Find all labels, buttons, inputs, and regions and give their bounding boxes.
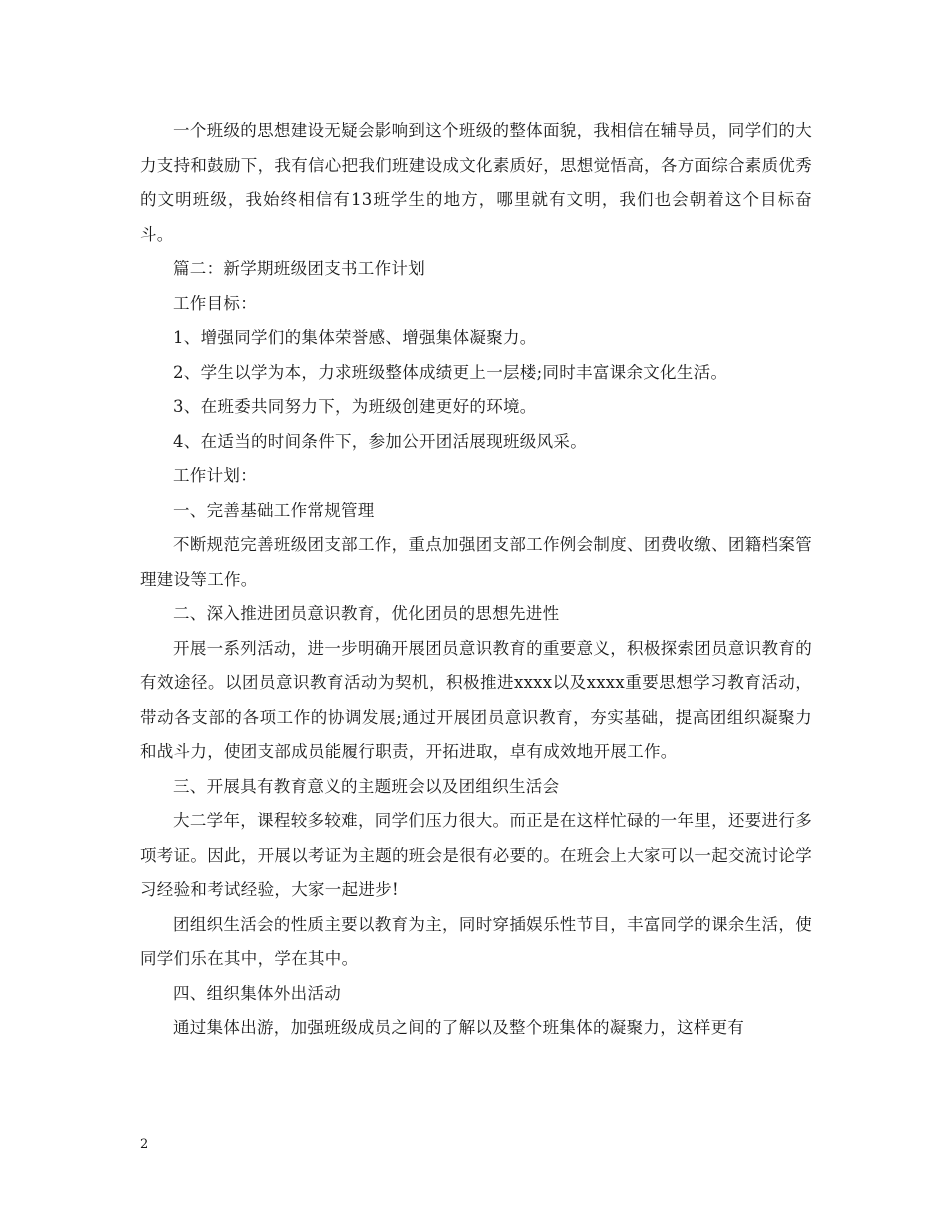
- document-body: [140, 114, 812, 1046]
- section-body-3b: 团组织生活会的性质主要以教育为主，同时穿插娱乐性节目，丰富同学的课余生活，使同学们乐在其中，学在其中。: [140, 914, 812, 968]
- goal-item-4: 4、在适当的时间条件下，参加公开团活展现班级风采。: [173, 431, 587, 451]
- section-heading-2: 二、深入推进团员意识教育，优化团员的思想先进性: [173, 604, 560, 623]
- goal-item-2: 2、学生以学为本，力求班级整体成绩更上一层楼;同时丰富课余文化生活。: [173, 362, 728, 382]
- section-body-2: 开展一系列活动，进一步明确开展团员意识教育的重要意义，积极探索团员意识教育的有效途径。以团员意识教育活动为契机，积极推进xxxx以及xxxx重要思想学习教育活动，带动各支部的各项工作的协调发展;通过开展团员意识教育，夯实基础，提高团组织凝聚力和战斗力，使团支部成员能履行职责，开拓进取，卓有成效地开展工作。: [140, 638, 812, 761]
- heading-work-plan: 工作计划：: [173, 466, 257, 485]
- heading-work-goals: 工作目标：: [173, 293, 257, 313]
- heading-part-two: 篇二：新学期班级团支书工作计划: [173, 259, 425, 278]
- section-heading-1: 一、完善基础工作常规管理: [173, 500, 375, 520]
- goal-item-3: 3、在班委共同努力下，为班级创建更好的环境。: [173, 397, 537, 416]
- goal-item-1: 1、增强同学们的集体荣誉感、增强集体凝聚力。: [173, 328, 537, 347]
- page-number: 2: [140, 1137, 149, 1152]
- section-heading-4: 四、组织集体外出活动: [173, 983, 341, 1003]
- section-body-1: 不断规范完善班级团支部工作，重点加强团支部工作例会制度、团费收缴、团籍档案管理建设等工作。: [140, 535, 812, 589]
- section-body-3a: 大二学年，课程较多较难，同学们压力很大。而正是在这样忙碌的一年里，还要进行多项考证。因此，开展以考证为主题的班会是很有必要的。在班会上大家可以一起交流讨论学习经验和考试经验，大家一起进步!: [140, 811, 812, 899]
- section-body-4: 通过集体出游，加强班级成员之间的了解以及整个班集体的凝聚力，这样更有: [173, 1018, 745, 1037]
- section-heading-3: 三、开展具有教育意义的主题班会以及团组织生活会: [173, 776, 560, 796]
- paragraph-closing-statement: 一个班级的思想建设无疑会影响到这个班级的整体面貌，我相信在辅导员，同学们的大力支持和鼓励下，我有信心把我们班建设成文化素质好，思想觉悟高，各方面综合素质优秀的文明班级，我始终相信有13班学生的地方，哪里就有文明，我们也会朝着这个目标奋斗。: [140, 121, 812, 244]
